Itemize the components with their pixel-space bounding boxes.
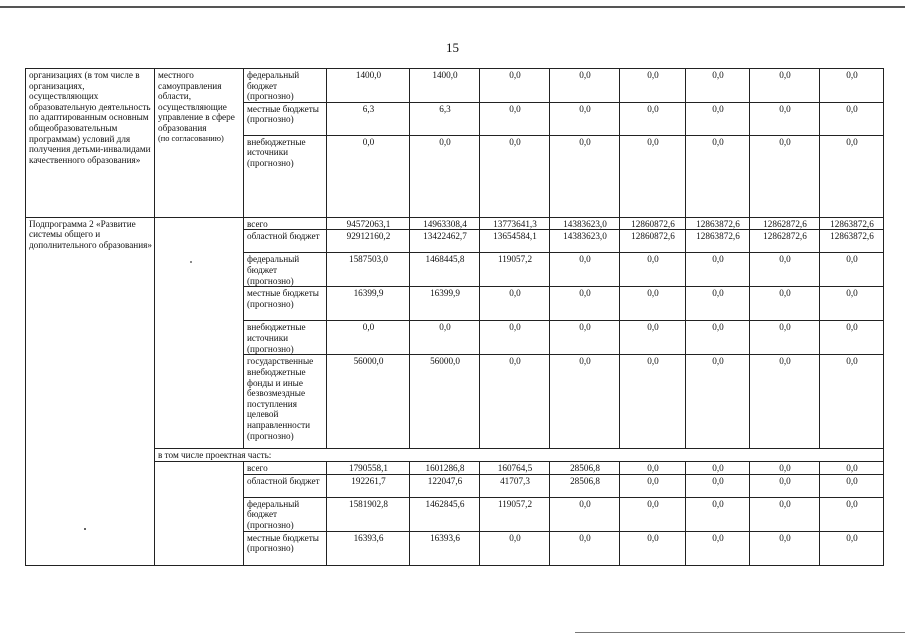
- amount-cell: 0,0: [620, 474, 686, 497]
- amount-cell: 14963308,4: [410, 217, 480, 230]
- amount-cell: 28506,8: [550, 461, 620, 474]
- amount-cell: 0,0: [750, 531, 820, 565]
- amount-cell: 0,0: [550, 497, 620, 531]
- amount-cell: 0,0: [820, 135, 884, 217]
- amount-cell: 94572063,1: [327, 217, 410, 230]
- amount-cell: 1400,0: [410, 69, 480, 103]
- amount-cell: 0,0: [550, 531, 620, 565]
- amount-cell: 14383623,0: [550, 230, 620, 253]
- amount-cell: 6,3: [327, 102, 410, 135]
- amount-cell: 1587503,0: [327, 253, 410, 287]
- amount-cell: 56000,0: [410, 355, 480, 449]
- amount-cell: 122047,6: [410, 474, 480, 497]
- amount-cell: 0,0: [686, 102, 750, 135]
- amount-cell: 16393,6: [327, 531, 410, 565]
- funding-source-cell: местные бюджеты (прогнозно): [244, 531, 327, 565]
- amount-cell: 0,0: [410, 321, 480, 355]
- executor-note: (по согласованию): [158, 133, 224, 143]
- amount-cell: 0,0: [686, 355, 750, 449]
- amount-cell: 0,0: [750, 287, 820, 321]
- budget-table: [25, 68, 884, 566]
- amount-cell: 0,0: [480, 287, 550, 321]
- amount-cell: 13654584,1: [480, 230, 550, 253]
- funding-source-cell: местные бюджеты (прогнозно): [244, 102, 327, 135]
- funding-source-cell: федеральный бюджет (прогнозно): [244, 497, 327, 531]
- project-part-label: в том числе проектная часть:: [155, 449, 884, 462]
- amount-cell: 1581902,8: [327, 497, 410, 531]
- amount-cell: 119057,2: [480, 253, 550, 287]
- amount-cell: 0,0: [750, 355, 820, 449]
- amount-cell: 0,0: [550, 355, 620, 449]
- table-row: [26, 69, 884, 103]
- amount-cell: 12863872,6: [686, 217, 750, 230]
- amount-cell: 12862872,6: [750, 217, 820, 230]
- amount-cell: 0,0: [750, 69, 820, 103]
- amount-cell: 0,0: [550, 135, 620, 217]
- amount-cell: 0,0: [550, 287, 620, 321]
- amount-cell: 0,0: [620, 135, 686, 217]
- amount-cell: 1790558,1: [327, 461, 410, 474]
- amount-cell: 160764,5: [480, 461, 550, 474]
- amount-cell: 0,0: [480, 69, 550, 103]
- funding-source-cell: местные бюджеты (прогнозно): [244, 287, 327, 321]
- amount-cell: 0,0: [686, 474, 750, 497]
- amount-cell: 0,0: [480, 102, 550, 135]
- amount-cell: 0,0: [820, 253, 884, 287]
- amount-cell: 13773641,3: [480, 217, 550, 230]
- amount-cell: 0,0: [410, 135, 480, 217]
- scan-speck: [84, 528, 86, 530]
- amount-cell: 0,0: [820, 287, 884, 321]
- funding-source-cell: всего: [244, 217, 327, 230]
- amount-cell: 0,0: [550, 69, 620, 103]
- amount-cell: 1468445,8: [410, 253, 480, 287]
- amount-cell: 0,0: [686, 321, 750, 355]
- scan-speck: [190, 261, 192, 263]
- table-row: [26, 217, 884, 230]
- amount-cell: 0,0: [620, 321, 686, 355]
- amount-cell: 0,0: [750, 474, 820, 497]
- amount-cell: 0,0: [820, 69, 884, 103]
- amount-cell: 41707,3: [480, 474, 550, 497]
- amount-cell: 0,0: [750, 253, 820, 287]
- amount-cell: 12863872,6: [820, 217, 884, 230]
- amount-cell: 0,0: [550, 321, 620, 355]
- funding-source-cell: всего: [244, 461, 327, 474]
- funding-source-cell: областной бюджет: [244, 474, 327, 497]
- amount-cell: 0,0: [480, 321, 550, 355]
- amount-cell: 0,0: [686, 69, 750, 103]
- amount-cell: 0,0: [820, 531, 884, 565]
- amount-cell: 0,0: [620, 253, 686, 287]
- amount-cell: 16399,9: [410, 287, 480, 321]
- amount-cell: 0,0: [750, 321, 820, 355]
- amount-cell: 0,0: [550, 102, 620, 135]
- amount-cell: 12860872,6: [620, 217, 686, 230]
- table-row: [26, 449, 884, 462]
- amount-cell: 0,0: [620, 497, 686, 531]
- amount-cell: 0,0: [686, 531, 750, 565]
- amount-cell: 1601286,8: [410, 461, 480, 474]
- amount-cell: 28506,8: [550, 474, 620, 497]
- table-row: [26, 461, 884, 474]
- funding-source-cell: государственные внебюджетные фонды и иные безвозмездные поступления целевой направленности (прогнозно): [244, 355, 327, 449]
- funding-source-cell: федеральный бюджет (прогнозно): [244, 253, 327, 287]
- amount-cell: 0,0: [620, 355, 686, 449]
- amount-cell: 0,0: [820, 355, 884, 449]
- amount-cell: 14383623,0: [550, 217, 620, 230]
- amount-cell: 0,0: [550, 253, 620, 287]
- page-number: 15: [446, 40, 459, 55]
- amount-cell: 0,0: [750, 497, 820, 531]
- subprogram-name-cell: Подпрограмма 2 «Развитие системы общего и дополнительного образования»: [26, 217, 155, 565]
- amount-cell: 0,0: [750, 102, 820, 135]
- amount-cell: 0,0: [820, 461, 884, 474]
- amount-cell: 0,0: [820, 102, 884, 135]
- amount-cell: 0,0: [620, 461, 686, 474]
- amount-cell: 0,0: [327, 135, 410, 217]
- amount-cell: 0,0: [620, 287, 686, 321]
- amount-cell: 0,0: [686, 253, 750, 287]
- top-border-line: [0, 6, 905, 8]
- amount-cell: 0,0: [327, 321, 410, 355]
- amount-cell: 12860872,6: [620, 230, 686, 253]
- amount-cell: 0,0: [820, 321, 884, 355]
- executor-cell-empty: [155, 461, 244, 565]
- amount-cell: 0,0: [620, 102, 686, 135]
- executor-cell-empty: [155, 217, 244, 449]
- amount-cell: 0,0: [820, 497, 884, 531]
- amount-cell: 16393,6: [410, 531, 480, 565]
- executor-cell: [155, 69, 244, 218]
- amount-cell: 0,0: [750, 135, 820, 217]
- amount-cell: 0,0: [686, 497, 750, 531]
- amount-cell: 119057,2: [480, 497, 550, 531]
- funding-source-cell: федеральный бюджет (прогнозно): [244, 69, 327, 103]
- amount-cell: 0,0: [620, 69, 686, 103]
- amount-cell: 1462845,6: [410, 497, 480, 531]
- amount-cell: 12862872,6: [750, 230, 820, 253]
- amount-cell: 0,0: [750, 461, 820, 474]
- amount-cell: 192261,7: [327, 474, 410, 497]
- amount-cell: 13422462,7: [410, 230, 480, 253]
- amount-cell: 0,0: [820, 474, 884, 497]
- amount-cell: 16399,9: [327, 287, 410, 321]
- amount-cell: 1400,0: [327, 69, 410, 103]
- bottom-border-line: [575, 632, 905, 633]
- amount-cell: 0,0: [686, 135, 750, 217]
- amount-cell: 0,0: [480, 355, 550, 449]
- amount-cell: 12863872,6: [686, 230, 750, 253]
- amount-cell: 0,0: [480, 531, 550, 565]
- program-name-cell: организациях (в том числе в организациях, осуществляющих образовательную деятельность по адаптированным основным общеобразовательным программам) условий для получения детьми-инвалидами качественного образования»: [26, 69, 155, 218]
- amount-cell: 6,3: [410, 102, 480, 135]
- amount-cell: 0,0: [620, 531, 686, 565]
- funding-source-cell: внебюджетные источники (прогнозно): [244, 321, 327, 355]
- amount-cell: 0,0: [686, 287, 750, 321]
- funding-source-cell: внебюджетные источники (прогнозно): [244, 135, 327, 217]
- amount-cell: 56000,0: [327, 355, 410, 449]
- funding-source-cell: областной бюджет: [244, 230, 327, 253]
- amount-cell: 0,0: [480, 135, 550, 217]
- executor-text: местного самоуправления области, осуществляющие управление в сфере образования: [158, 70, 235, 133]
- amount-cell: 0,0: [686, 461, 750, 474]
- amount-cell: 92912160,2: [327, 230, 410, 253]
- amount-cell: 12863872,6: [820, 230, 884, 253]
